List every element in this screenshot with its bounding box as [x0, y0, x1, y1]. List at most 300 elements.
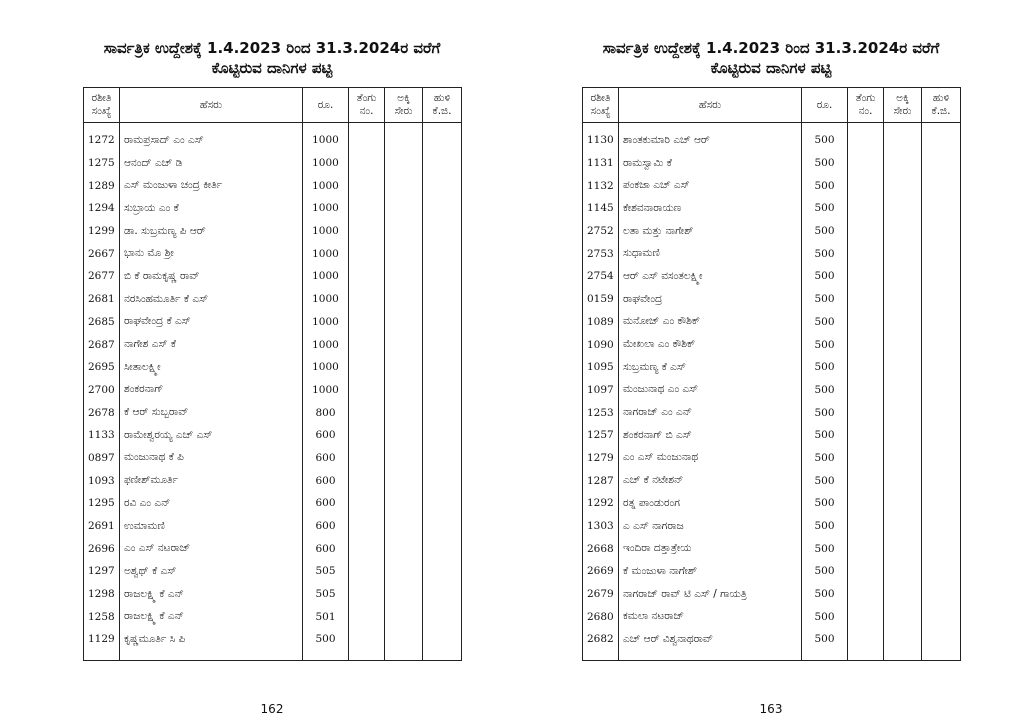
table-row	[84, 220, 462, 243]
tamarind-cell	[922, 333, 961, 356]
table-row	[583, 469, 961, 492]
amount-cell: 1000	[303, 356, 349, 379]
page-title: ಸಾರ್ವತ್ರಿಕ ಉದ್ದೇಶಕ್ಕೆ 1.4.2023 ರಿಂದ 31.3.2024ರ ವರೆಗೆ	[602, 39, 940, 57]
tamarind-cell	[423, 424, 462, 447]
tamarind-cell	[423, 628, 462, 651]
receipt-no-cell: 2668	[583, 537, 619, 560]
header-amount: ರೂ.	[303, 88, 349, 123]
donor-name-cell: ರಾಘವೇಂದ್ರ	[619, 288, 802, 311]
table-row	[84, 174, 462, 197]
empty-cell	[922, 651, 961, 661]
rice-cell	[884, 311, 922, 334]
coconut-cell	[848, 469, 884, 492]
table-row	[583, 242, 961, 265]
rice-cell	[884, 605, 922, 628]
page-title: ಸಾರ್ವತ್ರಿಕ ಉದ್ದೇಶಕ್ಕೆ 1.4.2023 ರಿಂದ 31.3.2024ರ ವರೆಗೆ	[103, 39, 441, 57]
tamarind-cell	[922, 123, 961, 152]
coconut-cell	[848, 537, 884, 560]
header-coconut: ತೆಂಗು ನಂ.	[349, 88, 385, 123]
rice-cell	[385, 469, 423, 492]
amount-cell: 1000	[303, 311, 349, 334]
header-receipt-no: ರಶೀತಿ ಸಂಖ್ಯೆ	[583, 88, 619, 123]
receipt-no-cell: 1145	[583, 197, 619, 220]
receipt-no-cell: 2753	[583, 242, 619, 265]
donor-name-cell: ನಾಗರಾಜ್ ಎಂ ಎನ್	[619, 401, 802, 424]
tamarind-cell	[922, 197, 961, 220]
coconut-cell	[349, 220, 385, 243]
tamarind-cell	[423, 242, 462, 265]
coconut-cell	[349, 152, 385, 175]
empty-cell	[349, 651, 385, 661]
tamarind-cell	[922, 469, 961, 492]
rice-cell	[884, 220, 922, 243]
header-tamarind: ಹುಳಿ ಕೆ.ಜಿ.	[922, 88, 961, 123]
donor-name-cell: ಕೆ ಆರ್ ಸುಬ್ಬರಾವ್	[120, 401, 303, 424]
header-rice: ಅಕ್ಕಿ ಸೇರು	[884, 88, 922, 123]
table-row	[84, 152, 462, 175]
rice-cell	[385, 560, 423, 583]
table-row	[583, 333, 961, 356]
rice-cell	[385, 447, 423, 470]
header-rice: ಅಕ್ಕಿ ಸೇರು	[385, 88, 423, 123]
receipt-no-cell: 1289	[84, 174, 120, 197]
rice-cell	[884, 288, 922, 311]
tamarind-cell	[922, 447, 961, 470]
coconut-cell	[349, 333, 385, 356]
donor-name-cell: ಶಂಕರನಾಗ್ ಬಿ ಎಸ್	[619, 424, 802, 447]
coconut-cell	[349, 311, 385, 334]
receipt-no-cell: 2695	[84, 356, 120, 379]
page-number: 162	[260, 702, 284, 716]
tamarind-cell	[922, 242, 961, 265]
table-row	[583, 583, 961, 606]
amount-cell: 500	[802, 333, 848, 356]
amount-cell: 500	[802, 123, 848, 152]
rice-cell	[385, 152, 423, 175]
donor-name-cell: ರವಿ ಎಂ ಎನ್	[120, 492, 303, 515]
amount-cell: 500	[802, 605, 848, 628]
amount-cell: 505	[303, 583, 349, 606]
receipt-no-cell: 2752	[583, 220, 619, 243]
receipt-no-cell: 1130	[583, 123, 619, 152]
receipt-no-cell: 2691	[84, 515, 120, 538]
coconut-cell	[848, 123, 884, 152]
receipt-no-cell: 0897	[84, 447, 120, 470]
tamarind-cell	[423, 605, 462, 628]
amount-cell: 1000	[303, 123, 349, 152]
header-name: ಹೆಸರು	[619, 88, 802, 123]
donor-name-cell: ರಾಮಪ್ರಸಾದ್ ಎಂ ಎಸ್	[120, 123, 303, 152]
rice-cell	[385, 265, 423, 288]
table-row	[84, 401, 462, 424]
table-row	[84, 311, 462, 334]
coconut-cell	[848, 379, 884, 402]
tamarind-cell	[423, 288, 462, 311]
donor-name-cell: ಇಂದಿರಾ ದತ್ತಾತ್ರೇಯ	[619, 537, 802, 560]
table-header-row	[583, 88, 961, 123]
table-row	[84, 379, 462, 402]
donor-name-cell: ಶಂಕರನಾಗ್	[120, 379, 303, 402]
rice-cell	[884, 560, 922, 583]
rice-cell	[385, 288, 423, 311]
amount-cell: 505	[303, 560, 349, 583]
coconut-cell	[848, 628, 884, 651]
rice-cell	[884, 515, 922, 538]
receipt-no-cell: 1279	[583, 447, 619, 470]
rice-cell	[884, 174, 922, 197]
coconut-cell	[848, 560, 884, 583]
coconut-cell	[848, 197, 884, 220]
tamarind-cell	[922, 515, 961, 538]
table-row	[84, 333, 462, 356]
coconut-cell	[349, 447, 385, 470]
header-name: ಹೆಸರು	[120, 88, 303, 123]
tamarind-cell	[423, 401, 462, 424]
tamarind-cell	[922, 424, 961, 447]
tamarind-cell	[423, 356, 462, 379]
tamarind-cell	[423, 469, 462, 492]
receipt-no-cell: 1133	[84, 424, 120, 447]
table-row	[84, 628, 462, 651]
donor-table	[83, 87, 462, 661]
table-row	[84, 356, 462, 379]
receipt-no-cell: 2682	[583, 628, 619, 651]
table-row	[583, 401, 961, 424]
table-row	[583, 492, 961, 515]
donor-name-cell: ಪಂಕಜಾ ಎಚ್ ಎಸ್	[619, 174, 802, 197]
coconut-cell	[349, 174, 385, 197]
empty-cell	[84, 651, 120, 661]
coconut-cell	[848, 424, 884, 447]
receipt-no-cell: 1258	[84, 605, 120, 628]
table-row	[583, 537, 961, 560]
donor-name-cell: ರಾಮಸ್ವಾಮಿ ಕೆ	[619, 152, 802, 175]
header-tamarind: ಹುಳಿ ಕೆ.ಜಿ.	[423, 88, 462, 123]
table-body	[583, 123, 961, 661]
amount-cell: 1000	[303, 288, 349, 311]
rice-cell	[385, 356, 423, 379]
donor-name-cell: ಭಾನು ಮೊ ಶ್ರೀ	[120, 242, 303, 265]
coconut-cell	[848, 288, 884, 311]
amount-cell: 500	[802, 265, 848, 288]
tamarind-cell	[423, 152, 462, 175]
tamarind-cell	[423, 311, 462, 334]
donor-name-cell: ಮಂಜುನಾಥ ಎಂ ಎಸ್	[619, 379, 802, 402]
amount-cell: 1000	[303, 265, 349, 288]
rice-cell	[884, 492, 922, 515]
rice-cell	[884, 123, 922, 152]
receipt-no-cell: 2667	[84, 242, 120, 265]
donor-name-cell: ಮಂಜುನಾಥ ಕೆ ಪಿ	[120, 447, 303, 470]
receipt-no-cell: 1298	[84, 583, 120, 606]
tamarind-cell	[423, 197, 462, 220]
receipt-no-cell: 2700	[84, 379, 120, 402]
rice-cell	[884, 401, 922, 424]
rice-cell	[884, 379, 922, 402]
rice-cell	[884, 152, 922, 175]
coconut-cell	[848, 242, 884, 265]
receipt-no-cell: 1257	[583, 424, 619, 447]
empty-cell	[802, 651, 848, 661]
rice-cell	[385, 605, 423, 628]
empty-cell	[120, 651, 303, 661]
amount-cell: 500	[802, 379, 848, 402]
tamarind-cell	[922, 605, 961, 628]
tamarind-cell	[922, 174, 961, 197]
table-row	[84, 123, 462, 152]
table-row	[84, 242, 462, 265]
receipt-no-cell: 1294	[84, 197, 120, 220]
receipt-no-cell: 1090	[583, 333, 619, 356]
donor-name-cell: ನಾಗೇಶ ಎಸ್ ಕೆ	[120, 333, 303, 356]
page-subtitle: ಕೊಟ್ಟಿರುವ ದಾನಿಗಳ ಪಟ್ಟಿ	[211, 59, 333, 77]
rice-cell	[385, 424, 423, 447]
tamarind-cell	[423, 537, 462, 560]
receipt-no-cell: 1097	[583, 379, 619, 402]
table-row	[84, 288, 462, 311]
table-row	[583, 197, 961, 220]
coconut-cell	[848, 447, 884, 470]
amount-cell: 1000	[303, 152, 349, 175]
table-row	[583, 220, 961, 243]
empty-cell	[423, 651, 462, 661]
coconut-cell	[349, 424, 385, 447]
tamarind-cell	[423, 174, 462, 197]
amount-cell: 500	[802, 628, 848, 651]
coconut-cell	[848, 605, 884, 628]
tamarind-cell	[423, 515, 462, 538]
coconut-cell	[848, 401, 884, 424]
rice-cell	[884, 424, 922, 447]
coconut-cell	[349, 560, 385, 583]
receipt-no-cell: 1295	[84, 492, 120, 515]
table-filler-row	[84, 651, 462, 661]
receipt-no-cell: 2669	[583, 560, 619, 583]
tamarind-cell	[922, 492, 961, 515]
rice-cell	[884, 197, 922, 220]
donor-name-cell: ಎಚ್ ಕೆ ನಟೇಶನ್	[619, 469, 802, 492]
donor-name-cell: ಎಂ ಎಸ್ ಮಂಜುನಾಥ	[619, 447, 802, 470]
coconut-cell	[349, 515, 385, 538]
table-row	[84, 197, 462, 220]
coconut-cell	[349, 537, 385, 560]
rice-cell	[385, 492, 423, 515]
tamarind-cell	[922, 628, 961, 651]
donor-name-cell: ಫಣೀಶ್‌ಮೂರ್ತಿ	[120, 469, 303, 492]
rice-cell	[385, 333, 423, 356]
table-filler-row	[583, 651, 961, 661]
tamarind-cell	[922, 401, 961, 424]
page-subtitle: ಕೊಟ್ಟಿರುವ ದಾನಿಗಳ ಪಟ್ಟಿ	[710, 59, 832, 77]
right-page	[582, 38, 960, 716]
table-row	[583, 123, 961, 152]
amount-cell: 800	[303, 401, 349, 424]
tamarind-cell	[922, 379, 961, 402]
amount-cell: 1000	[303, 379, 349, 402]
tamarind-cell	[922, 265, 961, 288]
coconut-cell	[848, 265, 884, 288]
table-row	[583, 174, 961, 197]
table-row	[583, 288, 961, 311]
receipt-no-cell: 1272	[84, 123, 120, 152]
table-row	[583, 311, 961, 334]
tamarind-cell	[423, 583, 462, 606]
coconut-cell	[349, 379, 385, 402]
amount-cell: 501	[303, 605, 349, 628]
tamarind-cell	[922, 311, 961, 334]
donor-name-cell: ರಾಘವೇಂದ್ರ ಕೆ ಎಸ್	[120, 311, 303, 334]
rice-cell	[884, 356, 922, 379]
amount-cell: 500	[802, 197, 848, 220]
donor-name-cell: ಶಾಂತಕುಮಾರಿ ಎಚ್ ಆರ್	[619, 123, 802, 152]
receipt-no-cell: 1303	[583, 515, 619, 538]
donor-name-cell: ನರಸಿಂಹಮೂರ್ತಿ ಕೆ ಎಸ್	[120, 288, 303, 311]
rice-cell	[385, 197, 423, 220]
table-row	[84, 424, 462, 447]
receipt-no-cell: 1132	[583, 174, 619, 197]
amount-cell: 1000	[303, 242, 349, 265]
rice-cell	[884, 333, 922, 356]
left-page	[83, 38, 461, 716]
coconut-cell	[848, 515, 884, 538]
donor-name-cell: ಸುಬ್ರಾಯ ಎಂ ಕೆ	[120, 197, 303, 220]
rice-cell	[884, 583, 922, 606]
rice-cell	[385, 537, 423, 560]
empty-cell	[385, 651, 423, 661]
table-row	[583, 560, 961, 583]
coconut-cell	[349, 583, 385, 606]
amount-cell: 600	[303, 469, 349, 492]
amount-cell: 500	[802, 583, 848, 606]
amount-cell: 500	[802, 515, 848, 538]
donor-name-cell: ಮನೋಜ್ ಎಂ ಕೌಶಿಕ್	[619, 311, 802, 334]
tamarind-cell	[922, 583, 961, 606]
rice-cell	[884, 469, 922, 492]
receipt-no-cell: 1275	[84, 152, 120, 175]
empty-cell	[619, 651, 802, 661]
amount-cell: 1000	[303, 333, 349, 356]
amount-cell: 500	[802, 492, 848, 515]
receipt-no-cell: 1093	[84, 469, 120, 492]
amount-cell: 1000	[303, 174, 349, 197]
empty-cell	[303, 651, 349, 661]
donor-name-cell: ಸುಧಾಮಣಿ	[619, 242, 802, 265]
amount-cell: 600	[303, 537, 349, 560]
coconut-cell	[848, 174, 884, 197]
donor-name-cell: ಕೆ ಮಂಜುಳಾ ನಾಗೇಶ್	[619, 560, 802, 583]
donor-name-cell: ರಾಜಲಕ್ಷ್ಮಿ ಕೆ ಎನ್	[120, 605, 303, 628]
donor-name-cell: ಬಿ ಕೆ ರಾಮಕೃಷ್ಣ ರಾವ್	[120, 265, 303, 288]
coconut-cell	[848, 583, 884, 606]
donor-name-cell: ರಾಮೇಶ್ವರಯ್ಯ ಎಚ್ ಎಸ್	[120, 424, 303, 447]
amount-cell: 500	[802, 447, 848, 470]
receipt-no-cell: 2685	[84, 311, 120, 334]
rice-cell	[385, 123, 423, 152]
coconut-cell	[349, 123, 385, 152]
coconut-cell	[349, 605, 385, 628]
receipt-no-cell: 1292	[583, 492, 619, 515]
tamarind-cell	[922, 356, 961, 379]
donor-name-cell: ಎ ಎಸ್ ನಾಗರಾಜ	[619, 515, 802, 538]
receipt-no-cell: 1287	[583, 469, 619, 492]
amount-cell: 600	[303, 447, 349, 470]
receipt-no-cell: 0159	[583, 288, 619, 311]
rice-cell	[385, 401, 423, 424]
donor-name-cell: ಎಸ್ ಮಂಜುಳಾ ಚಂದ್ರ ಕೀರ್ತಿ	[120, 174, 303, 197]
header-receipt-no: ರಶೀತಿ ಸಂಖ್ಯೆ	[84, 88, 120, 123]
rice-cell	[884, 628, 922, 651]
receipt-no-cell: 1089	[583, 311, 619, 334]
tamarind-cell	[423, 560, 462, 583]
coconut-cell	[848, 220, 884, 243]
rice-cell	[385, 379, 423, 402]
donor-table	[582, 87, 961, 661]
receipt-no-cell: 2681	[84, 288, 120, 311]
amount-cell: 500	[802, 311, 848, 334]
amount-cell: 500	[802, 469, 848, 492]
table-row	[583, 515, 961, 538]
tamarind-cell	[922, 288, 961, 311]
rice-cell	[385, 311, 423, 334]
amount-cell: 500	[802, 174, 848, 197]
header-coconut: ತೆಂಗು ನಂ.	[848, 88, 884, 123]
receipt-no-cell: 1297	[84, 560, 120, 583]
amount-cell: 500	[802, 242, 848, 265]
tamarind-cell	[423, 123, 462, 152]
rice-cell	[385, 174, 423, 197]
receipt-no-cell: 2678	[84, 401, 120, 424]
table-row	[84, 515, 462, 538]
table-header-row	[84, 88, 462, 123]
receipt-no-cell: 1299	[84, 220, 120, 243]
donor-name-cell: ಲತಾ ಮತ್ತು ನಾಗೇಶ್	[619, 220, 802, 243]
receipt-no-cell: 1253	[583, 401, 619, 424]
amount-cell: 500	[802, 288, 848, 311]
rice-cell	[385, 583, 423, 606]
receipt-no-cell: 1131	[583, 152, 619, 175]
coconut-cell	[349, 401, 385, 424]
tamarind-cell	[423, 220, 462, 243]
amount-cell: 600	[303, 424, 349, 447]
rice-cell	[385, 515, 423, 538]
table-row	[583, 605, 961, 628]
amount-cell: 500	[802, 220, 848, 243]
tamarind-cell	[922, 152, 961, 175]
rice-cell	[884, 242, 922, 265]
amount-cell: 1000	[303, 220, 349, 243]
coconut-cell	[848, 333, 884, 356]
rice-cell	[884, 447, 922, 470]
coconut-cell	[349, 469, 385, 492]
coconut-cell	[349, 242, 385, 265]
receipt-no-cell: 2677	[84, 265, 120, 288]
donor-name-cell: ಕೃಷ್ಣಮೂರ್ತಿ ಸಿ ಪಿ	[120, 628, 303, 651]
donor-name-cell: ಆನಂದ್ ಎಚ್ ಡಿ	[120, 152, 303, 175]
donor-name-cell: ಎಂ ಎಸ್ ನಟರಾಜ್	[120, 537, 303, 560]
table-row	[84, 560, 462, 583]
coconut-cell	[848, 492, 884, 515]
coconut-cell	[349, 492, 385, 515]
receipt-no-cell: 2687	[84, 333, 120, 356]
receipt-no-cell: 2679	[583, 583, 619, 606]
tamarind-cell	[922, 220, 961, 243]
coconut-cell	[349, 265, 385, 288]
table-row	[583, 424, 961, 447]
amount-cell: 600	[303, 515, 349, 538]
receipt-no-cell: 1095	[583, 356, 619, 379]
coconut-cell	[848, 311, 884, 334]
tamarind-cell	[423, 333, 462, 356]
